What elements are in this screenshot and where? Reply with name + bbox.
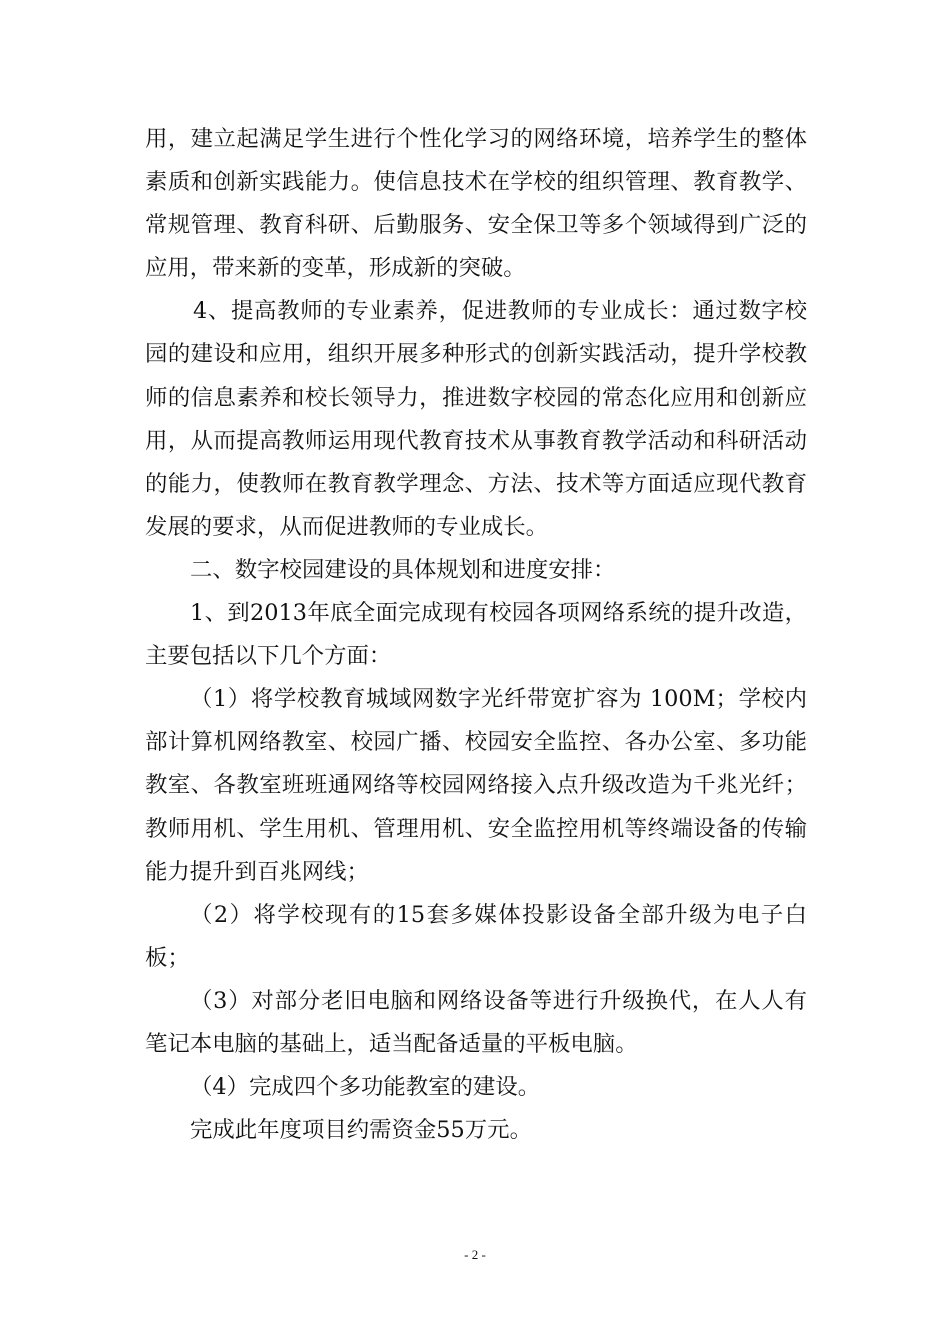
paragraph-continuation: 用，建立起满足学生进行个性化学习的网络环境，培养学生的整体素质和创新实践能力。使信息技术在学校的组织管理、教育教学、常规管理、教育科研、后勤服务、安全保卫等多个领域得到广泛的应用，带来新的变革，形成新的突破。 — [145, 126, 807, 282]
page-number: - 2 - — [464, 1247, 486, 1262]
paragraph-teacher-development: 4、提高教师的专业素养，促进教师的专业成长：通过数字校园的建设和应用，组织开展多种形式的创新实践活动，提升学校教师的信息素养和校长领导力，推进数字校园的常态化应用和创新应用，从而提高教师运用现代教育技术从事教育教学活动和科研活动的能力，使教师在教育教学理念、方法、技术等方面适应现代教育发展的要求，从而促进教师的专业成长。 — [145, 298, 807, 540]
list-item-network-upgrade: （1）将学校教育城域网数字光纤带宽扩容为 100M；学校内部计算机网络教室、校园广播、校园安全监控、各办公室、多功能教室、各教室班班通网络等校园网络接入点升级改造为千兆光纤；教师用机、学生用机、管理用机、安全监控用机等终端设备的传输能力提升到百兆网线； — [145, 686, 807, 885]
list-item-whiteboard-upgrade: （2）将学校现有的15套多媒体投影设备全部升级为电子白板； — [145, 901, 807, 971]
paragraph-2013-upgrade: 1、到2013年底全面完成现有校园各项网络系统的提升改造，主要包括以下几个方面： — [145, 600, 807, 670]
list-item-multifunction-rooms: （4）完成四个多功能教室的建设。 — [190, 1074, 541, 1101]
list-item-device-replacement: （3）对部分老旧电脑和网络设备等进行升级换代，在人人有笔记本电脑的基础上，适当配备适量的平板电脑。 — [145, 987, 807, 1057]
document-body — [145, 118, 807, 1152]
section-heading-planning: 二、数字校园建设的具体规划和进度安排： — [190, 556, 616, 583]
paragraph-funding: 完成此年度项目约需资金55万元。 — [190, 1117, 532, 1144]
